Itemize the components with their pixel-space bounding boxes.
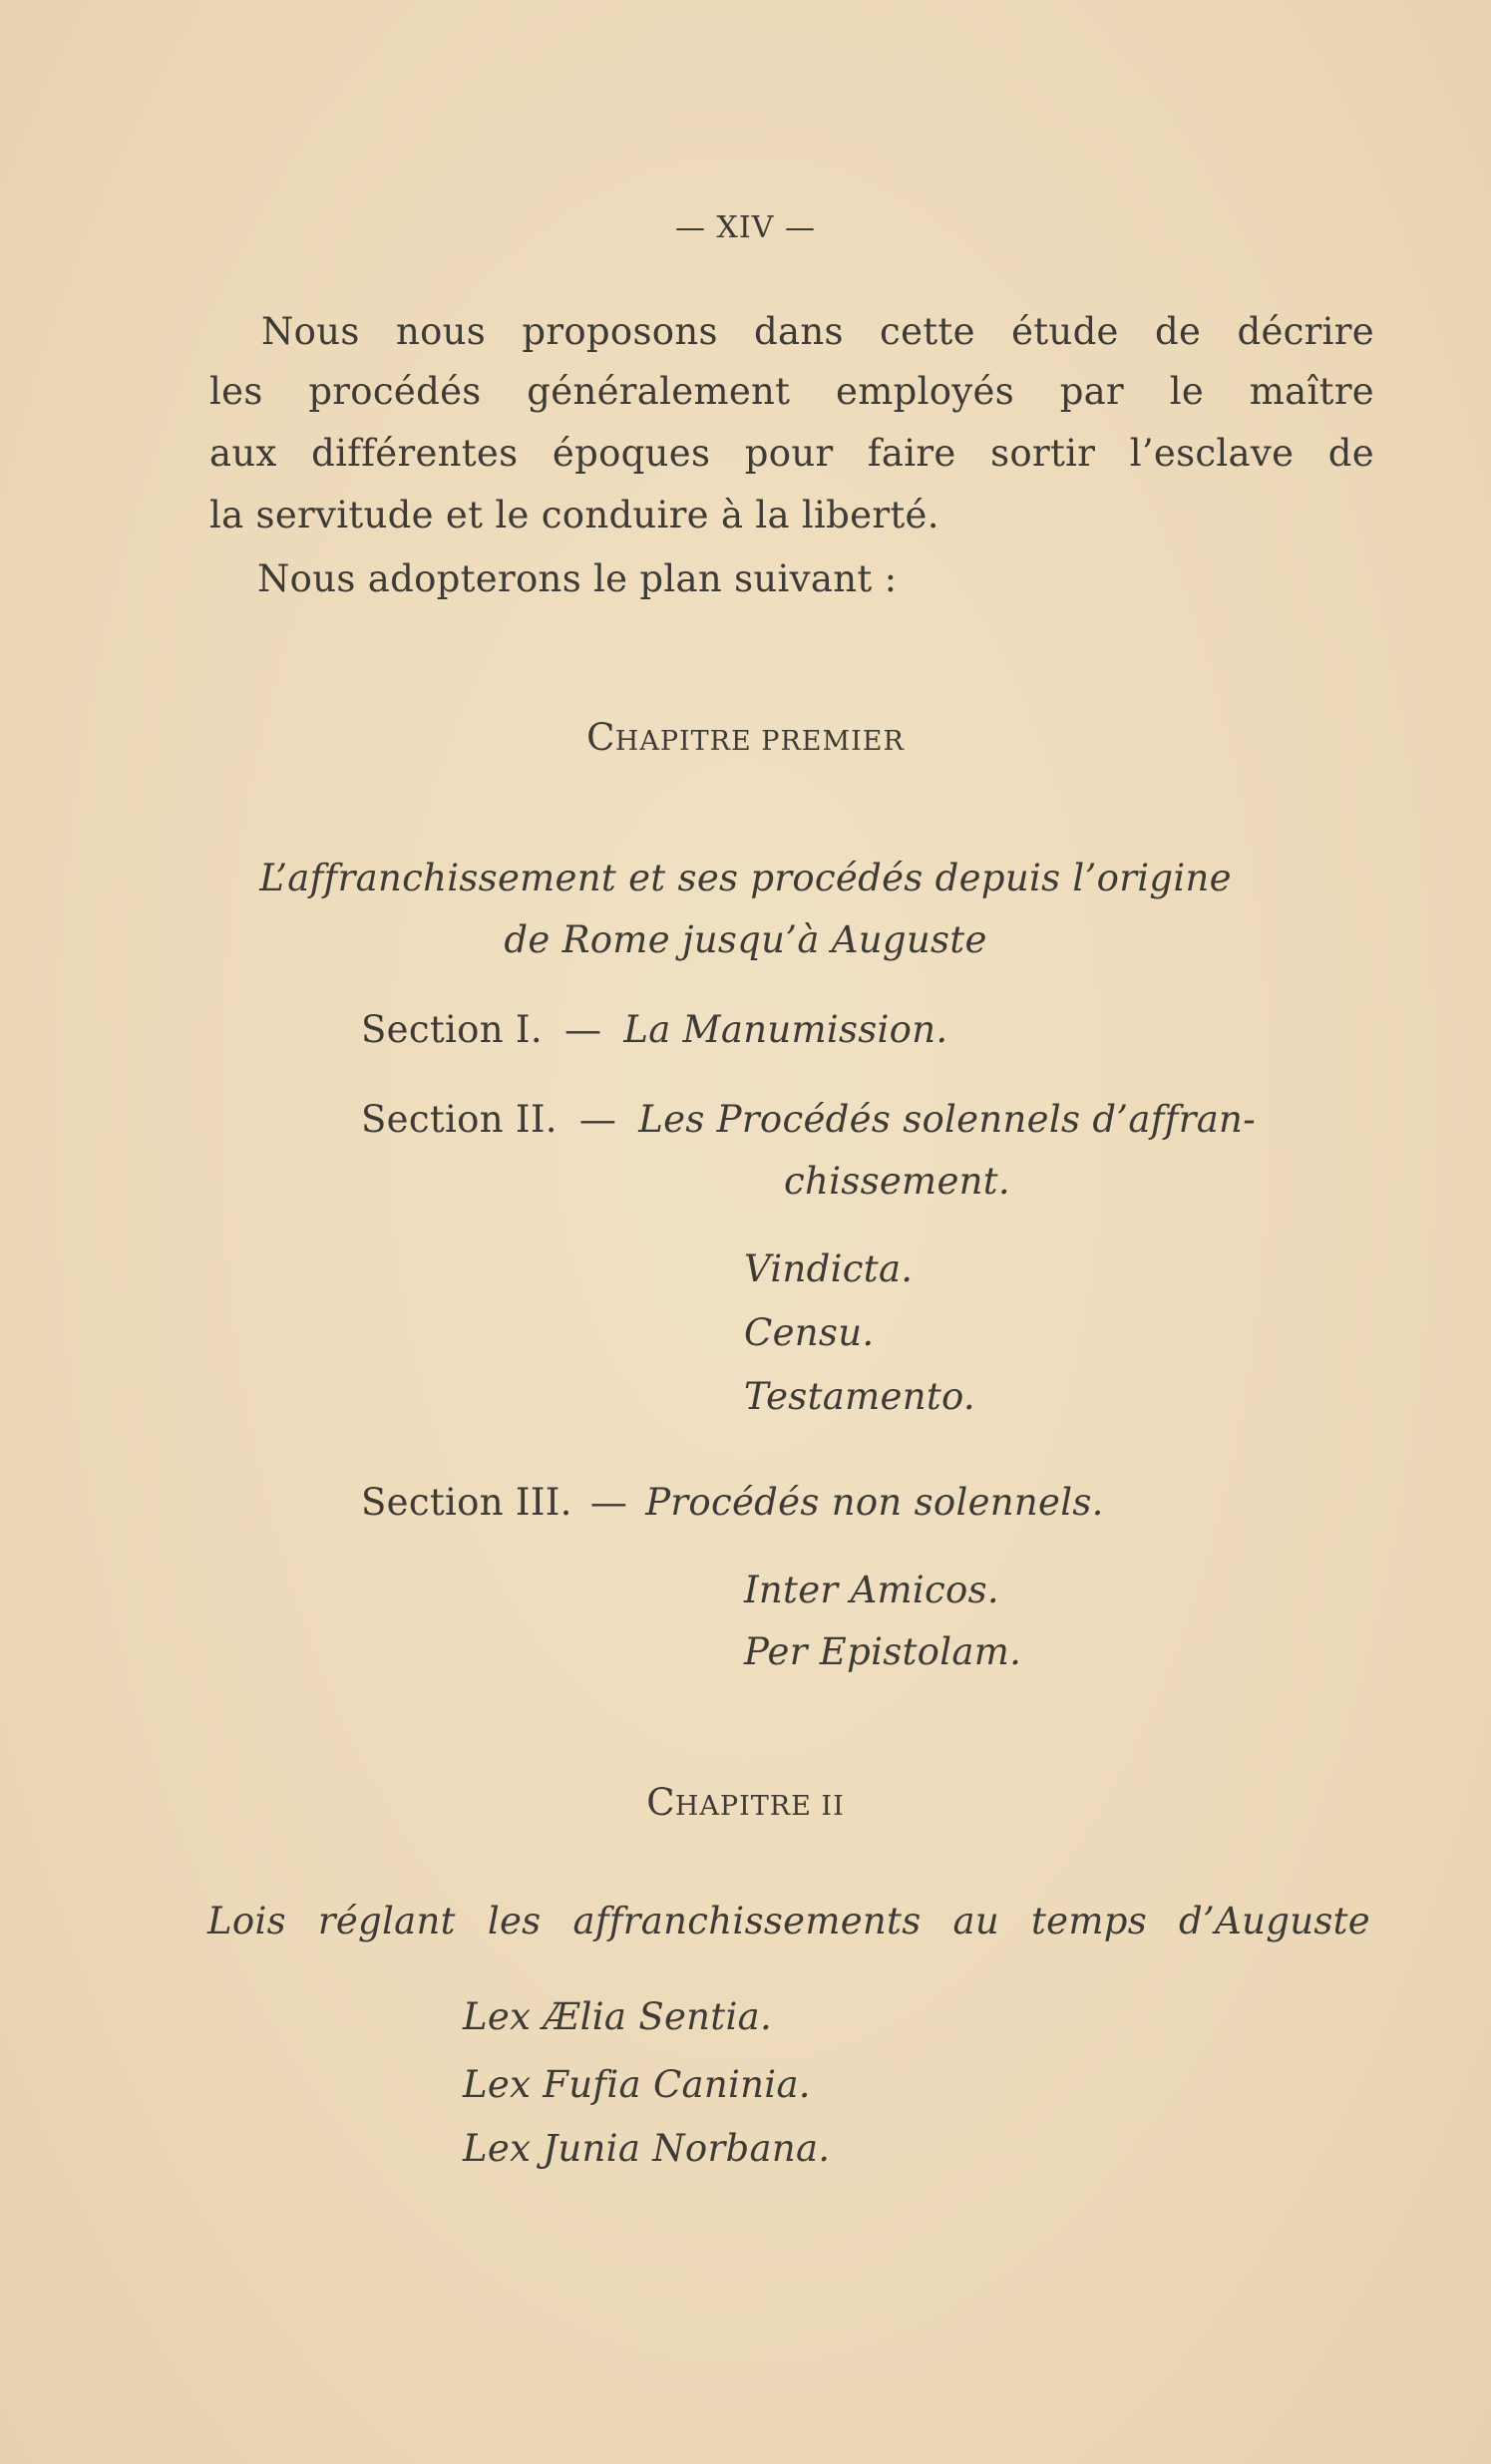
intro-line: les procédés généralement employés par le maître <box>209 370 1374 413</box>
section-2-title-continuation: chissement. <box>784 1160 1010 1203</box>
section-3 <box>361 1480 1104 1526</box>
procedure-item: Per Epistolam. <box>744 1630 1022 1673</box>
law-item: Lex Junia Norbana. <box>463 2127 831 2170</box>
chapter-1-title: L’affranchissement et ses procédés depuis l’origine <box>259 857 1232 899</box>
procedure-item: Testamento. <box>744 1375 975 1418</box>
section-title: Les Procédés solennels d’affran- <box>638 1098 1256 1141</box>
section-dash: — <box>589 1481 628 1524</box>
section-dash: — <box>563 1008 602 1051</box>
chapter-2-heading <box>0 1780 1491 1830</box>
section-label: Section II. <box>361 1098 558 1141</box>
intro-line: Nous nous proposons dans cette étude de décrire <box>261 310 1374 353</box>
procedure-item: Inter Amicos. <box>744 1569 999 1611</box>
section-1 <box>361 1007 947 1053</box>
intro-line: la servitude et le conduire à la liberté. <box>209 494 939 536</box>
section-2 <box>361 1097 1256 1143</box>
procedure-item: Censu. <box>744 1311 875 1354</box>
section-dash: — <box>578 1098 617 1141</box>
section-title: La Manumission. <box>623 1008 948 1051</box>
chapter-1-title: de Rome jusqu’à Auguste <box>504 918 987 961</box>
chapter-1-heading-initial: C <box>586 716 615 759</box>
chapter-1-heading-rest: HAPITRE PREMIER <box>614 726 905 757</box>
chapter-2-heading-rest: HAPITRE II <box>674 1791 845 1822</box>
section-label: Section I. <box>361 1008 543 1051</box>
page-number: — XIV — <box>675 210 816 245</box>
chapter-1-heading <box>0 715 1491 765</box>
section-label: Section III. <box>361 1481 572 1524</box>
chapter-2-heading-initial: C <box>646 1781 675 1824</box>
chapter-2-title: Lois réglant les affranchissements au temps d’Auguste <box>207 1900 1370 1942</box>
intro-line: aux différentes époques pour faire sortir l’esclave de <box>209 432 1374 475</box>
intro-plan-line: Nous adopterons le plan suivant : <box>257 557 898 600</box>
procedure-item: Vindicta. <box>744 1247 914 1290</box>
law-item: Lex Ælia Sentia. <box>463 1995 773 2038</box>
law-item: Lex Fufia Caninia. <box>463 2063 811 2106</box>
section-title: Procédés non solennels. <box>645 1481 1104 1524</box>
